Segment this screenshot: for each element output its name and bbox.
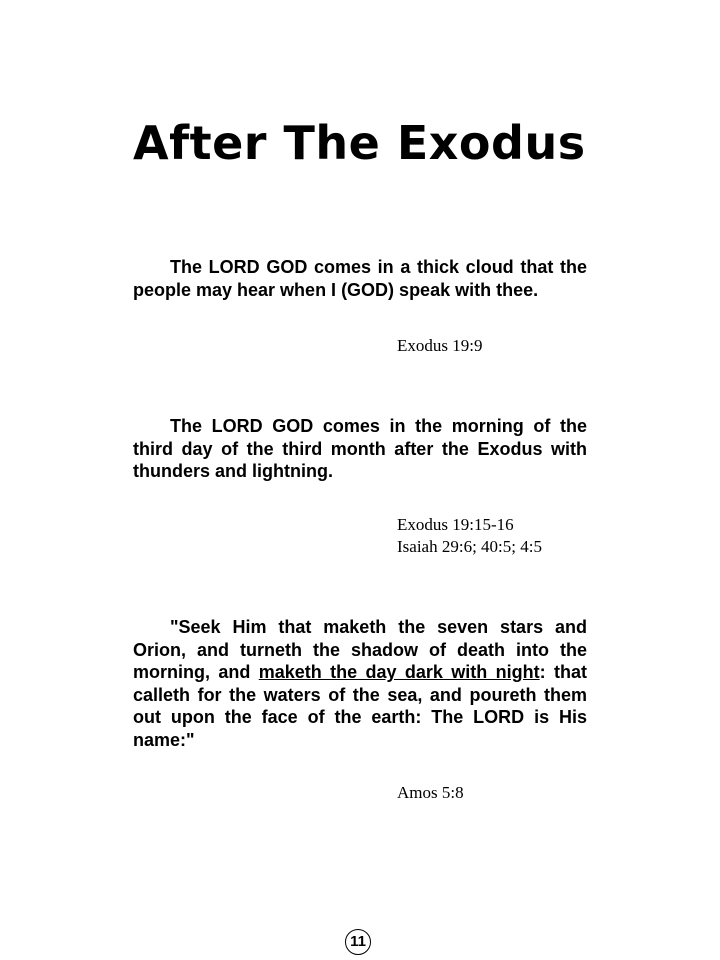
passage-3-text-after: : that calleth for the waters of the sea, and poureth them out upon the face of the earth: The LORD is His name:" [133, 662, 587, 750]
reference-line: Exodus 19:15-16 [397, 515, 514, 534]
reference-line: Isaiah 29:6; 40:5; 4:5 [397, 536, 542, 556]
passage-2-reference [397, 514, 542, 557]
passage-3-underlined-phrase: maketh the day dark with night [258, 662, 540, 682]
page-number: 11 [345, 929, 371, 955]
passage-3-reference [397, 782, 464, 804]
page-title: After The Exodus [133, 116, 586, 170]
passage-3-text-before: "Seek Him that maketh the seven stars and Orion, and turneth the shadow of death into the morning, and [133, 617, 587, 682]
reference-line: Amos 5:8 [397, 783, 464, 802]
passage-1-text: The LORD GOD comes in a thick cloud that the people may hear when I (GOD) speak with thee. [133, 257, 587, 300]
passage-3-text [133, 616, 587, 751]
reference-line: Exodus 19:9 [397, 336, 483, 355]
passage-2-text: The LORD GOD comes in the morning of the third day of the third month after the Exodus with thunders and lightning. [133, 416, 587, 481]
passage-1-reference [397, 335, 482, 357]
